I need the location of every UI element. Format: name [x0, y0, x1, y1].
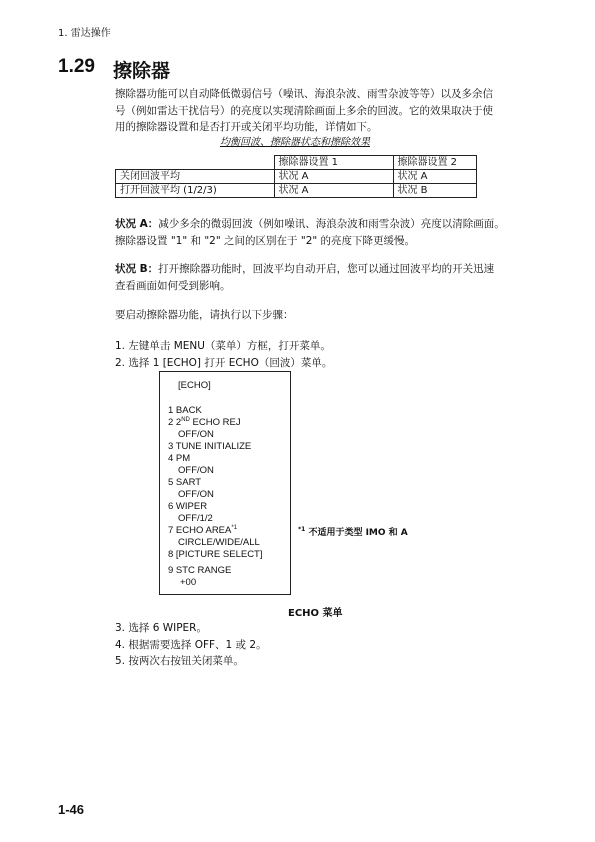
- state-b-line: [115, 261, 535, 278]
- intro-paragraph: [115, 86, 535, 136]
- state-a-line: [115, 216, 535, 233]
- table-row: [116, 184, 477, 198]
- echo-menu-caption: ECHO 菜单: [288, 608, 343, 619]
- state-b-paragraph: [115, 261, 535, 294]
- menu-item-text: 7 ECHO AREA: [168, 525, 232, 536]
- menu-item-text: ECHO REJ: [189, 417, 241, 428]
- table-cell: 打开回波平均 (1/2/3): [116, 184, 275, 198]
- step-item: 1. 左键单击 MENU（菜单）方框，打开菜单。: [115, 340, 331, 352]
- table-header-row: [116, 156, 477, 170]
- step-item: 3. 选择 6 WIPER。: [115, 622, 207, 634]
- state-a-text: 减少多余的微弱回波（例如噪讯、海浪杂波和雨雪杂波）亮度以清除画面。: [158, 218, 505, 230]
- table-cell: 状况 B: [393, 184, 477, 198]
- state-b-line: 查看画面如何受到影响。: [115, 279, 231, 292]
- menu-item-option: OFF/ON: [178, 429, 214, 440]
- table-cell: 状况 A: [274, 184, 393, 198]
- steps-list: [115, 338, 535, 371]
- intro-line: 用的擦除器设置和是否打开或关闭平均功能，详情如下。: [115, 121, 378, 133]
- menu-item: 4 PM: [168, 453, 191, 464]
- steps-intro: 要启动擦除器功能，请执行以下步骤：: [115, 309, 294, 321]
- menu-item: 8 [PICTURE SELECT]: [168, 549, 263, 560]
- table-cell: 状况 A: [393, 170, 477, 184]
- table-header-cell: 擦除器设置 2: [393, 156, 477, 170]
- menu-item-option: OFF/ON: [178, 465, 214, 476]
- menu-item-sup: *1: [231, 524, 238, 531]
- menu-item-option: OFF/ON: [178, 489, 214, 500]
- footnote-mark: *1: [298, 526, 306, 533]
- menu-item-text: 2 2: [168, 417, 182, 428]
- menu-item: 3 TUNE INITIALIZE: [168, 441, 252, 452]
- state-b-label: 状况 B：: [115, 263, 159, 275]
- running-header: 1. 雷达操作: [58, 28, 111, 39]
- state-a-label: 状况 A：: [115, 218, 159, 230]
- table-header-cell: [116, 156, 275, 170]
- footnote-text: 不适用于类型 IMO 和 A: [305, 528, 408, 538]
- steps-list-continued: [115, 620, 535, 670]
- page-number: 1-46: [58, 802, 85, 817]
- state-a-paragraph: [115, 216, 535, 249]
- table-row: [116, 170, 477, 184]
- section-title: 擦除器: [113, 60, 171, 82]
- intro-line: 号（例如雷达干扰信号）的亮度以实现清除画面上多余的回波。它的效果取决于使: [115, 104, 493, 117]
- wiper-state-table: [115, 155, 477, 198]
- echo-menu-box: [159, 371, 291, 595]
- step-item: 2. 选择 1 [ECHO] 打开 ECHO（回波）菜单。: [115, 356, 333, 369]
- menu-footnote: [298, 525, 408, 538]
- state-b-text: 打开擦除器功能时，回波平均自动开启，您可以通过回波平均的开关迅速: [158, 263, 495, 275]
- menu-item: 1 BACK: [168, 405, 202, 416]
- table-header-cell: 擦除器设置 1: [274, 156, 393, 170]
- menu-item-option: +00: [180, 577, 197, 588]
- menu-item: [168, 525, 237, 537]
- menu-item-sup: ND: [181, 416, 190, 423]
- menu-item: 6 WIPER: [168, 501, 208, 512]
- menu-item: 9 STC RANGE: [168, 565, 232, 576]
- table-cell: 关闭回波平均: [116, 170, 275, 184]
- echo-menu-title: [ECHO]: [178, 380, 211, 391]
- menu-item: 5 SART: [168, 477, 202, 488]
- menu-item-option: OFF/1/2: [178, 513, 213, 524]
- table-cell: 状况 A: [274, 170, 393, 184]
- section-number: 1.29: [58, 56, 95, 77]
- step-item: 5. 按两次右按钮关闭菜单。: [115, 655, 244, 667]
- table-caption: 均衡回波、擦除器状态和擦除效果: [220, 137, 370, 148]
- state-a-line: 擦除器设置 "1" 和 "2" 之间的区别在于 "2" 的亮度下降更缓慢。: [115, 234, 416, 247]
- menu-item: [168, 417, 241, 429]
- intro-line: 擦除器功能可以自动降低微弱信号（噪讯、海浪杂波、雨雪杂波等等）以及多余信: [115, 88, 493, 100]
- step-item: 4. 根据需要选择 OFF、1 或 2。: [115, 638, 267, 651]
- menu-item-option: CIRCLE/WIDE/ALL: [178, 537, 260, 548]
